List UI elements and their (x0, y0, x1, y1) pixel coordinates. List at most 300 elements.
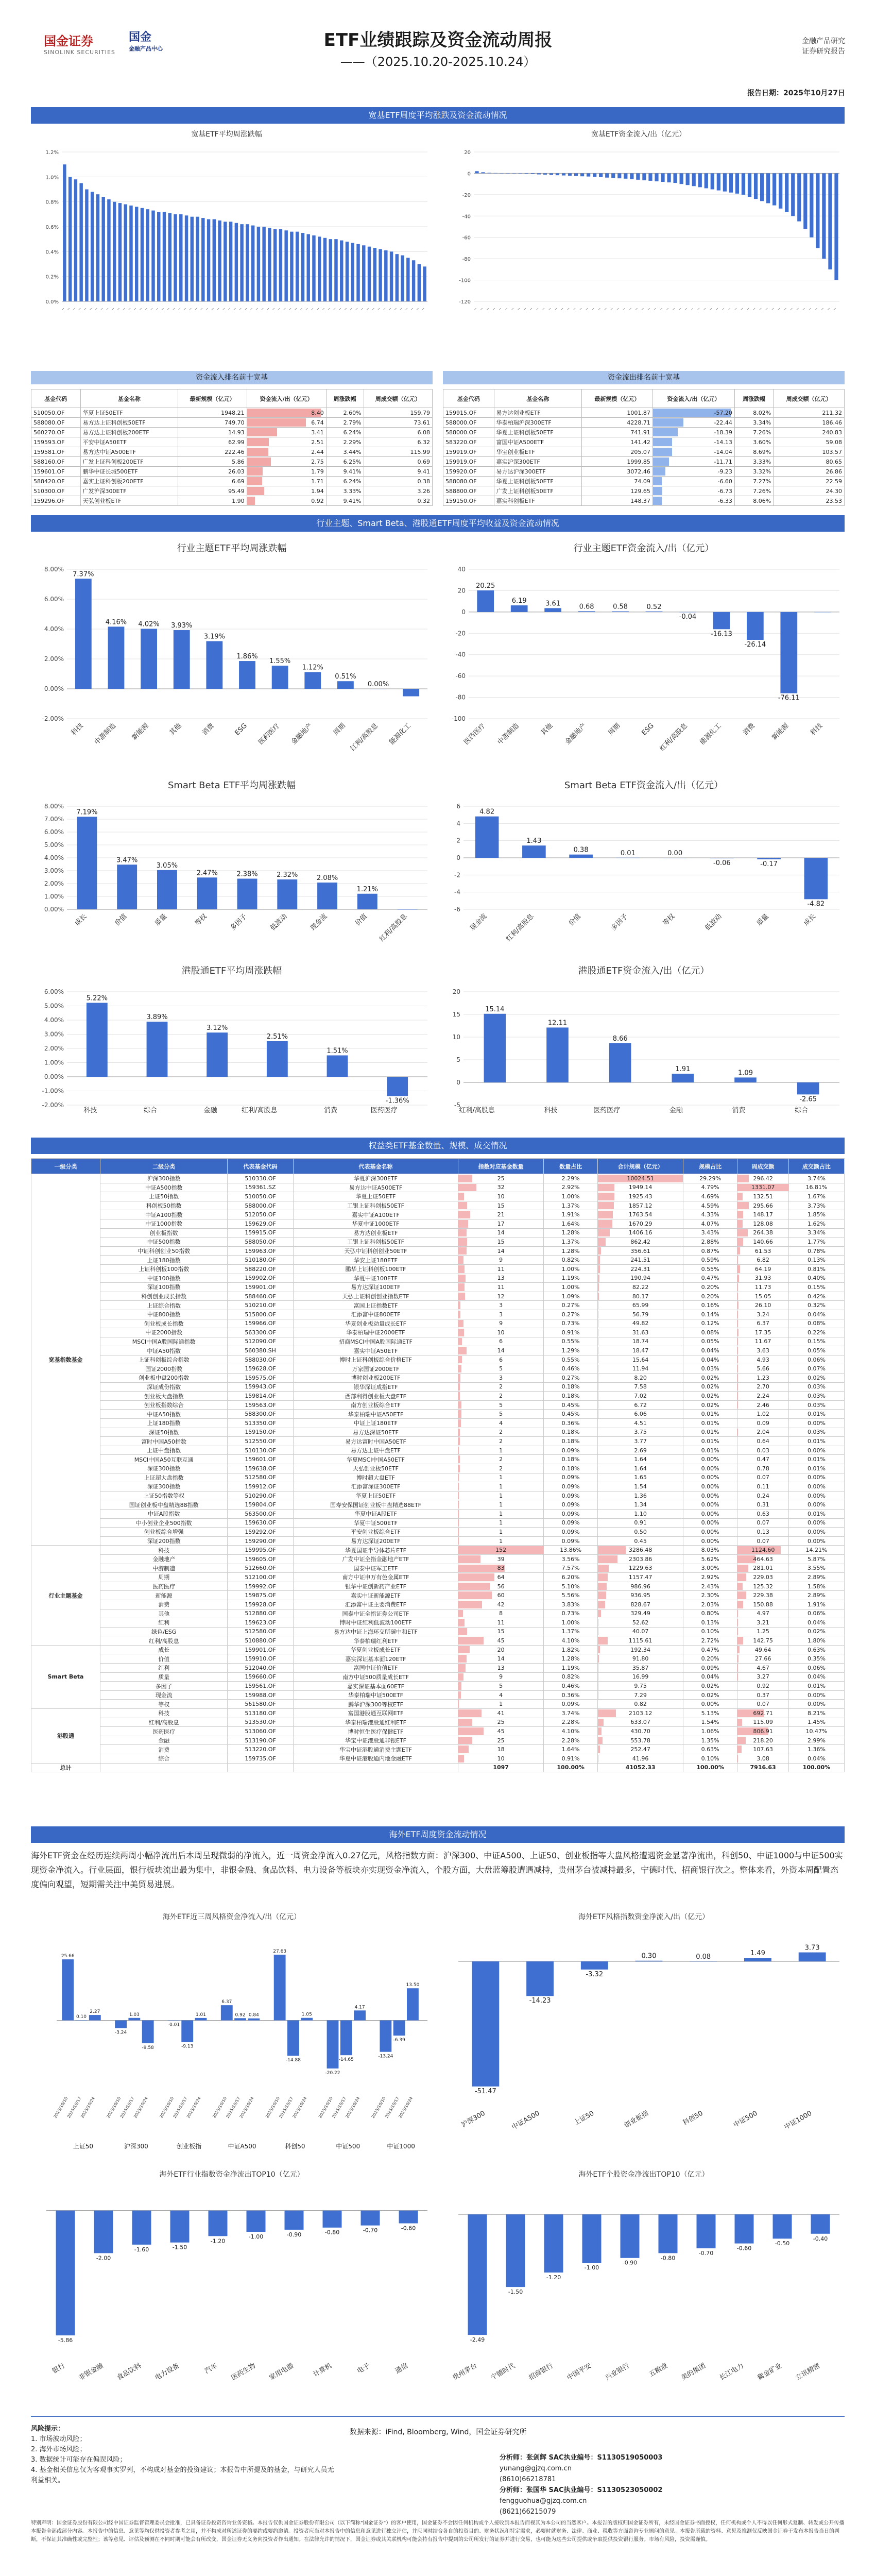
category-label: 五粮液 (647, 2362, 669, 2379)
bar (85, 190, 88, 302)
table-cell: 广发中证全指金融地产ETF (293, 1554, 458, 1564)
table-cell: 42 (458, 1600, 544, 1609)
category-label: — (60, 307, 65, 312)
category-label: — (696, 307, 701, 312)
table-cell: 588000.OF (443, 418, 494, 428)
table-cell: 富国中证A500ETF (494, 437, 581, 447)
table-cell: 华夏沪深300ETF (293, 1174, 458, 1183)
table-cell: 1.54 (598, 1482, 683, 1492)
sb-flow-chart (443, 796, 845, 951)
table-cell: 41.96 (598, 1754, 683, 1764)
data-label: 3.61 (545, 600, 561, 608)
bar (544, 608, 561, 612)
table-cell: 0.01% (788, 1455, 844, 1464)
table-cell: 博时超大盘ETF (293, 1473, 458, 1482)
flow-bar (247, 438, 269, 446)
bar (393, 2021, 405, 2036)
table-cell: 4 (458, 1690, 544, 1700)
table-cell: 华夏上证50ETF (293, 1491, 458, 1500)
table-cell: 嘉实中证新能源ETF (293, 1591, 458, 1600)
category-label: 电力设备 (153, 2362, 181, 2382)
y-tick: -2.00% (42, 715, 64, 722)
table-cell: 0.50 (598, 1528, 683, 1537)
table-row (31, 1228, 845, 1238)
y-tick: -60 (455, 672, 466, 680)
category-label: — (310, 307, 315, 312)
category-label: — (795, 307, 800, 312)
table-cell: 159910.OF (228, 1654, 293, 1664)
value-bar (598, 1256, 600, 1264)
flow-bar (653, 418, 683, 427)
value-bar (458, 1338, 461, 1346)
bar (621, 2214, 640, 2258)
value-bar (458, 1437, 459, 1445)
value-bar (737, 1573, 746, 1581)
table-cell: 中证1000指数 (100, 1219, 227, 1228)
bar (587, 173, 590, 176)
category-label: 新能源 (130, 722, 150, 742)
table-cell: 7916.63 (737, 1763, 789, 1772)
bar (526, 1961, 554, 1996)
table-row (31, 1183, 845, 1192)
data-label: 0.00% (367, 681, 389, 688)
data-label: 12.11 (547, 1019, 568, 1027)
table-cell: 16.99 (598, 1672, 683, 1682)
value-bar (458, 1265, 465, 1273)
table-cell: 159963.OF (228, 1246, 293, 1256)
category-label: — (254, 307, 260, 312)
data-label: -20.22 (325, 2070, 340, 2076)
table-cell: 工银上证科创板50ETF (293, 1238, 458, 1247)
table-cell: 0.35% (788, 1654, 844, 1664)
y-tick: 7.00% (44, 816, 64, 823)
value-bar (458, 1719, 472, 1726)
table-cell: 15 (458, 1238, 544, 1247)
table-cell: 深证100指数 (100, 1283, 227, 1292)
table-cell: 0.87% (683, 1246, 737, 1256)
category-label: 2025/10/17 (66, 2096, 82, 2119)
value-bar (458, 1510, 459, 1518)
table-cell: 148.17 (737, 1210, 789, 1219)
table-cell: 512880.OF (228, 1609, 293, 1618)
category-label: — (393, 307, 398, 312)
bar (346, 242, 349, 301)
data-label: 1.86% (236, 653, 258, 661)
data-label: -9.58 (142, 2045, 154, 2050)
data-label: 1.51% (327, 1047, 348, 1055)
table-cell: 0.04% (788, 1618, 844, 1628)
table-cell: 510210.OF (228, 1301, 293, 1310)
table-cell: 0.09% (543, 1528, 597, 1537)
table-row (443, 408, 845, 418)
y-tick: -40 (455, 651, 466, 658)
data-label: -1.00 (584, 2264, 599, 2272)
table-cell: 0.01% (683, 1428, 737, 1437)
table-cell: 14.93 (178, 428, 247, 437)
table-cell: 159605.OF (228, 1554, 293, 1564)
table-cell: 沪深300指数 (100, 1174, 227, 1183)
table-cell: 华夏中证港股通内地金融ETF (293, 1754, 458, 1764)
table-cell: 14 (458, 1246, 544, 1256)
bar (168, 213, 171, 301)
bar (692, 173, 696, 186)
table-cell: 9.41 (364, 467, 432, 477)
value-bar (598, 1737, 603, 1744)
table-cell: 2 (458, 1455, 544, 1464)
table-cell: 0.20% (683, 1283, 737, 1292)
table-row (31, 1264, 845, 1274)
table-cell: 平安创业板综合ETF (293, 1528, 458, 1537)
table-cell: 61.53 (737, 1246, 789, 1256)
table-cell: 159.79 (364, 408, 432, 418)
bar (399, 2211, 418, 2224)
table-cell: 国证创业板中盘精选88指数 (100, 1500, 227, 1510)
data-label: -0.70 (363, 2227, 378, 2234)
table-cell: 692.71 (737, 1709, 789, 1718)
table-cell: 7.57% (543, 1564, 597, 1573)
bar (151, 211, 154, 301)
table-cell: 159575.OF (228, 1374, 293, 1383)
data-label: 7.37% (73, 570, 94, 579)
data-label: -0.80 (324, 2229, 340, 2236)
bar (580, 173, 584, 176)
table-cell: 国泰中证全指证券公司ETF (293, 1609, 458, 1618)
bar (218, 221, 221, 301)
table-cell: 31.93 (737, 1274, 789, 1283)
y-tick: 10 (452, 1033, 460, 1041)
data-label: 3.19% (203, 633, 226, 641)
data-label: 25.66 (61, 1954, 75, 1959)
table-cell: 华安上证180ETF (293, 1256, 458, 1265)
bar (754, 173, 758, 199)
table-cell: 3.33% (326, 486, 364, 496)
table-cell: 国证2000指数 (100, 1364, 227, 1374)
table-cell: 3.63 (737, 1346, 789, 1355)
table-row (31, 1491, 845, 1500)
table-cell: 2.24 (737, 1392, 789, 1401)
category-label: 2025/10/17 (331, 2096, 348, 2119)
table-cell: 0.09% (543, 1518, 597, 1528)
table-cell: 易方达深证100ETF (293, 1283, 458, 1292)
bar (506, 2214, 525, 2287)
value-bar (458, 1528, 459, 1536)
flow-bar (653, 438, 672, 446)
table-cell: 0.18% (543, 1382, 597, 1392)
table-cell: 56 (458, 1582, 544, 1591)
category-label: — (535, 307, 540, 312)
table-row (443, 496, 845, 506)
table-cell: 588080.OF (31, 418, 81, 428)
category-label: 计算机 (312, 2362, 333, 2379)
table-cell: 富时中国A50指数 (100, 1437, 227, 1446)
bar (531, 173, 535, 174)
data-label: 1.12% (302, 664, 323, 672)
bar (312, 235, 315, 301)
y-tick: 4.00% (44, 1016, 64, 1024)
bar (407, 1988, 419, 2020)
table-cell: 5 (458, 1410, 544, 1419)
table-cell: 281.01 (737, 1564, 789, 1573)
value-bar (598, 1591, 606, 1599)
category-label: 多因子 (610, 912, 630, 933)
y-tick: -1.00% (42, 1087, 64, 1095)
bar (262, 227, 265, 301)
table-cell: 560380.SH (228, 1346, 293, 1355)
bar (412, 260, 415, 301)
table-row (31, 496, 433, 506)
table-cell: 0.02% (683, 1400, 737, 1410)
bar (679, 612, 696, 613)
bar (268, 228, 271, 301)
table-cell: 159901.OF (228, 1645, 293, 1654)
table-cell: -14.13 (652, 437, 734, 447)
bar (323, 238, 327, 301)
value-bar (458, 1283, 465, 1291)
table-cell: 华夏上证50ETF (293, 1192, 458, 1201)
table-cell: 1 (458, 1491, 544, 1500)
table-cell: 嘉实沪深300ETF (494, 457, 581, 467)
y-tick: -2.00% (42, 1101, 64, 1109)
table-row (31, 1709, 845, 1718)
category-label: — (398, 307, 404, 312)
table-cell: 0.09% (543, 1500, 597, 1510)
table-row (443, 428, 845, 437)
table-cell: 0.00% (683, 1700, 737, 1709)
category-label: 等权 (661, 912, 677, 928)
table-header: 基金名称 (494, 389, 581, 408)
table-cell: 18 (458, 1745, 544, 1754)
table-cell: 1.06% (683, 1727, 737, 1736)
table-cell: 1.58% (788, 1582, 844, 1591)
table-row (31, 1518, 845, 1528)
table-cell: 862.42 (598, 1238, 683, 1247)
table-cell: 上证超大盘指数 (100, 1473, 227, 1482)
table-cell: 汇添富中证主要消费ETF (293, 1600, 458, 1609)
table-cell: 12 (458, 1292, 544, 1301)
table-cell: 356.61 (598, 1246, 683, 1256)
table-cell: MSCI中国A股国际通指数 (100, 1337, 227, 1346)
flow-bar (247, 487, 264, 495)
y-tick: 1.00% (44, 893, 64, 900)
data-label: 1.21% (356, 885, 378, 893)
table-cell: 464.63 (737, 1554, 789, 1564)
category-label: — (304, 307, 310, 312)
y-tick: 2.00% (44, 655, 64, 663)
value-bar (458, 1492, 459, 1500)
flow-bar (653, 497, 662, 505)
data-label: 0.51% (335, 673, 356, 681)
table-cell: 0.01% (683, 1419, 737, 1428)
table-cell: 博时恒生医疗保健ETF (293, 1727, 458, 1736)
table-cell: 1.28% (543, 1228, 597, 1238)
table-cell: 0.63% (788, 1645, 844, 1654)
table-cell: 上证综合指数 (100, 1301, 227, 1310)
table-row (31, 1428, 845, 1437)
category-label: — (343, 307, 348, 312)
table-cell: 1.34 (598, 1500, 683, 1510)
category-label: 中游制造 (93, 722, 118, 747)
disclaimer: 特别声明：国金证券股份有限公司经中国证券监督管理委员会批准，已具备证券投资咨询业务资格。本报告仅供国金证券股份有限公司（以下简称"国金证券"）的客户使用，国金证券不会因任何机构或个人接收到本报告而视其为本公司的当然客户。本报告的版权归国金证券所有，未经国金证券书面授权，任何机构或个人不得以任何形式复制、转发或公开传播本报告全部或部分内容。本报告中的信息、意见等均仅供投资者参考之用，并不构成对所述证券的要约或要约邀请。投资者应当对本报告中的信息和意见进行独立评估，并应同时结合各自的投资目的、财务状况和特定需求，必要时就财务、法律、商业、税收等方面咨询专业顾问的意见。本报告所载的资料、意见及推测仅反映国金证券于发布本报告当日的判断，不保证其准确性或完整性；该等意见、评估及预测在不同时期可能会有所改变，国金证券无义务向投资者作出通知。在法律允许的情况下，国金证券或其关联机构可能会持有报告中提到的公司所发行的证券并进行交易，也可能为这些公司提供或争取提供投资银行服务。市场有风险，投资需谨慎。 (31, 2520, 845, 2543)
table-cell: 0.69 (364, 457, 432, 467)
table-cell: 18.74 (598, 1337, 683, 1346)
category-label: — (677, 307, 682, 312)
flow-bar (247, 409, 321, 417)
bar (672, 1074, 694, 1082)
table-cell: 25 (458, 1718, 544, 1727)
table-cell: 0.91% (543, 1328, 597, 1337)
bar (87, 1003, 108, 1077)
category-label: — (365, 307, 370, 312)
table-cell: 科技 (100, 1546, 227, 1555)
bar (506, 173, 510, 174)
bar (512, 173, 516, 174)
category-label: — (154, 307, 160, 312)
table-cell: 0.06% (788, 1355, 844, 1364)
table-cell: 创业板指数 (100, 1228, 227, 1238)
table-cell: 59.08 (774, 437, 845, 447)
table-cell: 0.03% (788, 1392, 844, 1401)
bar (713, 612, 730, 629)
bar (207, 1032, 228, 1077)
y-tick: 0 (461, 608, 466, 616)
category-label: — (149, 307, 154, 312)
group-label: 沪深300 (124, 2143, 148, 2150)
table-cell: 6 (458, 1337, 544, 1346)
table-cell: 0.92 (737, 1682, 789, 1691)
table-cell: 0.45 (598, 1536, 683, 1546)
table-cell: 0.47 (737, 1455, 789, 1464)
table-row (31, 1328, 845, 1337)
table-cell: 3.08 (737, 1754, 789, 1764)
table-row (31, 1419, 845, 1428)
table-cell: 4.33% (683, 1210, 737, 1219)
table-cell: 2.04 (737, 1428, 789, 1437)
value-bar (458, 1256, 463, 1264)
table-cell: 2.89% (788, 1573, 844, 1582)
data-label: -0.70 (698, 2249, 714, 2257)
table-cell: 553.78 (598, 1736, 683, 1745)
y-tick: 0.0% (45, 299, 59, 305)
bar (717, 173, 720, 190)
table-cell: 3.00% (683, 1564, 737, 1573)
table-cell: 中证500指数 (100, 1238, 227, 1247)
data-label: 0.84 (248, 2012, 259, 2018)
category-label: — (547, 307, 552, 312)
table-cell: 2.44 (247, 447, 326, 457)
table-cell: 0.00% (683, 1455, 737, 1464)
table-cell: 2.92% (543, 1183, 597, 1192)
bar (235, 223, 238, 301)
table-cell: 1 (458, 1509, 544, 1518)
bar (804, 858, 828, 899)
table-cell: 等权 (100, 1700, 227, 1709)
bar (814, 612, 831, 613)
category-label: 医药医疗 (593, 1107, 621, 1114)
table-cell: -6.60 (652, 477, 734, 486)
table-cell: 0.06% (788, 1609, 844, 1618)
table-cell: 华泰柏瑞沪深300ETF (494, 418, 581, 428)
category-label: 2025/10/24 (398, 2096, 414, 2119)
group-label: 科创50 (285, 2143, 305, 2150)
table-cell: 9.75 (598, 1682, 683, 1691)
table-cell: 13 (458, 1664, 544, 1673)
table-cell: 嘉实深证基本面120ETF (293, 1654, 458, 1664)
data-label: 2.38% (236, 870, 258, 878)
category-label: — (420, 307, 426, 312)
table-cell: 8.40 (247, 408, 326, 418)
table-cell: 2.79% (326, 418, 364, 428)
table-cell: 2 (458, 1382, 544, 1392)
table-cell: 510880.OF (228, 1636, 293, 1646)
table-cell: 0.00% (788, 1491, 844, 1500)
table-cell: 科创创业成长指数 (100, 1292, 227, 1301)
category-label: 医药医疗 (462, 722, 487, 747)
category-label: — (808, 307, 813, 312)
table-cell: 5.66 (737, 1364, 789, 1374)
table-cell: 0.32 (364, 496, 432, 506)
table-cell: 1.28% (543, 1654, 597, 1664)
table-cell: 鹏华上证科创板100ETF (293, 1264, 458, 1274)
category-label: 等权 (194, 912, 209, 928)
data-label: 7.19% (76, 808, 98, 817)
value-bar (737, 1247, 740, 1255)
value-bar (458, 1447, 459, 1454)
table-cell: 中证A100指数 (100, 1210, 227, 1219)
category-label: — (516, 307, 521, 312)
overseas-industry-chart (31, 2184, 433, 2401)
table-header: 周成交额（亿元） (774, 389, 845, 408)
value-bar (458, 1673, 463, 1681)
category-label: — (758, 307, 763, 312)
bar (191, 217, 194, 301)
category-label: — (72, 307, 77, 312)
table-cell: 红利 (100, 1664, 227, 1673)
bar (354, 2010, 366, 2020)
table-cell: 8.21% (788, 1709, 844, 1718)
bar (734, 1077, 757, 1082)
table-row (31, 477, 433, 486)
value-bar (458, 1184, 476, 1192)
data-label: -13.24 (378, 2054, 393, 2059)
table-cell: 1.09% (543, 1292, 597, 1301)
value-bar (458, 1601, 482, 1608)
data-label: -1.20 (546, 2274, 561, 2281)
table-cell: 513530.OF (228, 1718, 293, 1727)
table-cell: 嘉实中证A50ETF (293, 1346, 458, 1355)
table-cell: 华泰柏瑞中证500ETF (293, 1690, 458, 1700)
data-label: -1.50 (172, 2244, 187, 2251)
table-cell: 15.05 (737, 1292, 789, 1301)
top-outflow-bar: 资金流出排名前十宽基 (443, 371, 845, 384)
bar (306, 234, 310, 302)
category-label: 医药医疗 (370, 1107, 398, 1114)
table-cell: 创业板大盘指数 (100, 1392, 227, 1401)
table-cell: 9 (458, 1256, 544, 1265)
table-row (31, 1310, 845, 1319)
table-cell: 159593.OF (31, 437, 81, 447)
category-label: 价值 (354, 912, 369, 928)
table-row (443, 486, 845, 496)
table-cell: 鹏华沪深300等权ETF (293, 1700, 458, 1709)
page-subtitle: ——（2025.10.20-2025.10.24） (340, 55, 536, 69)
table-cell: 159629.OF (228, 1219, 293, 1228)
table-cell: 易方达沪深300ETF (494, 467, 581, 477)
category-label: 汽车 (203, 2362, 219, 2376)
table-cell: 中小创业企业500指数 (100, 1518, 227, 1528)
flow-bar (653, 428, 678, 436)
category-label: — (415, 307, 420, 312)
table-cell: 0.13% (683, 1618, 737, 1628)
